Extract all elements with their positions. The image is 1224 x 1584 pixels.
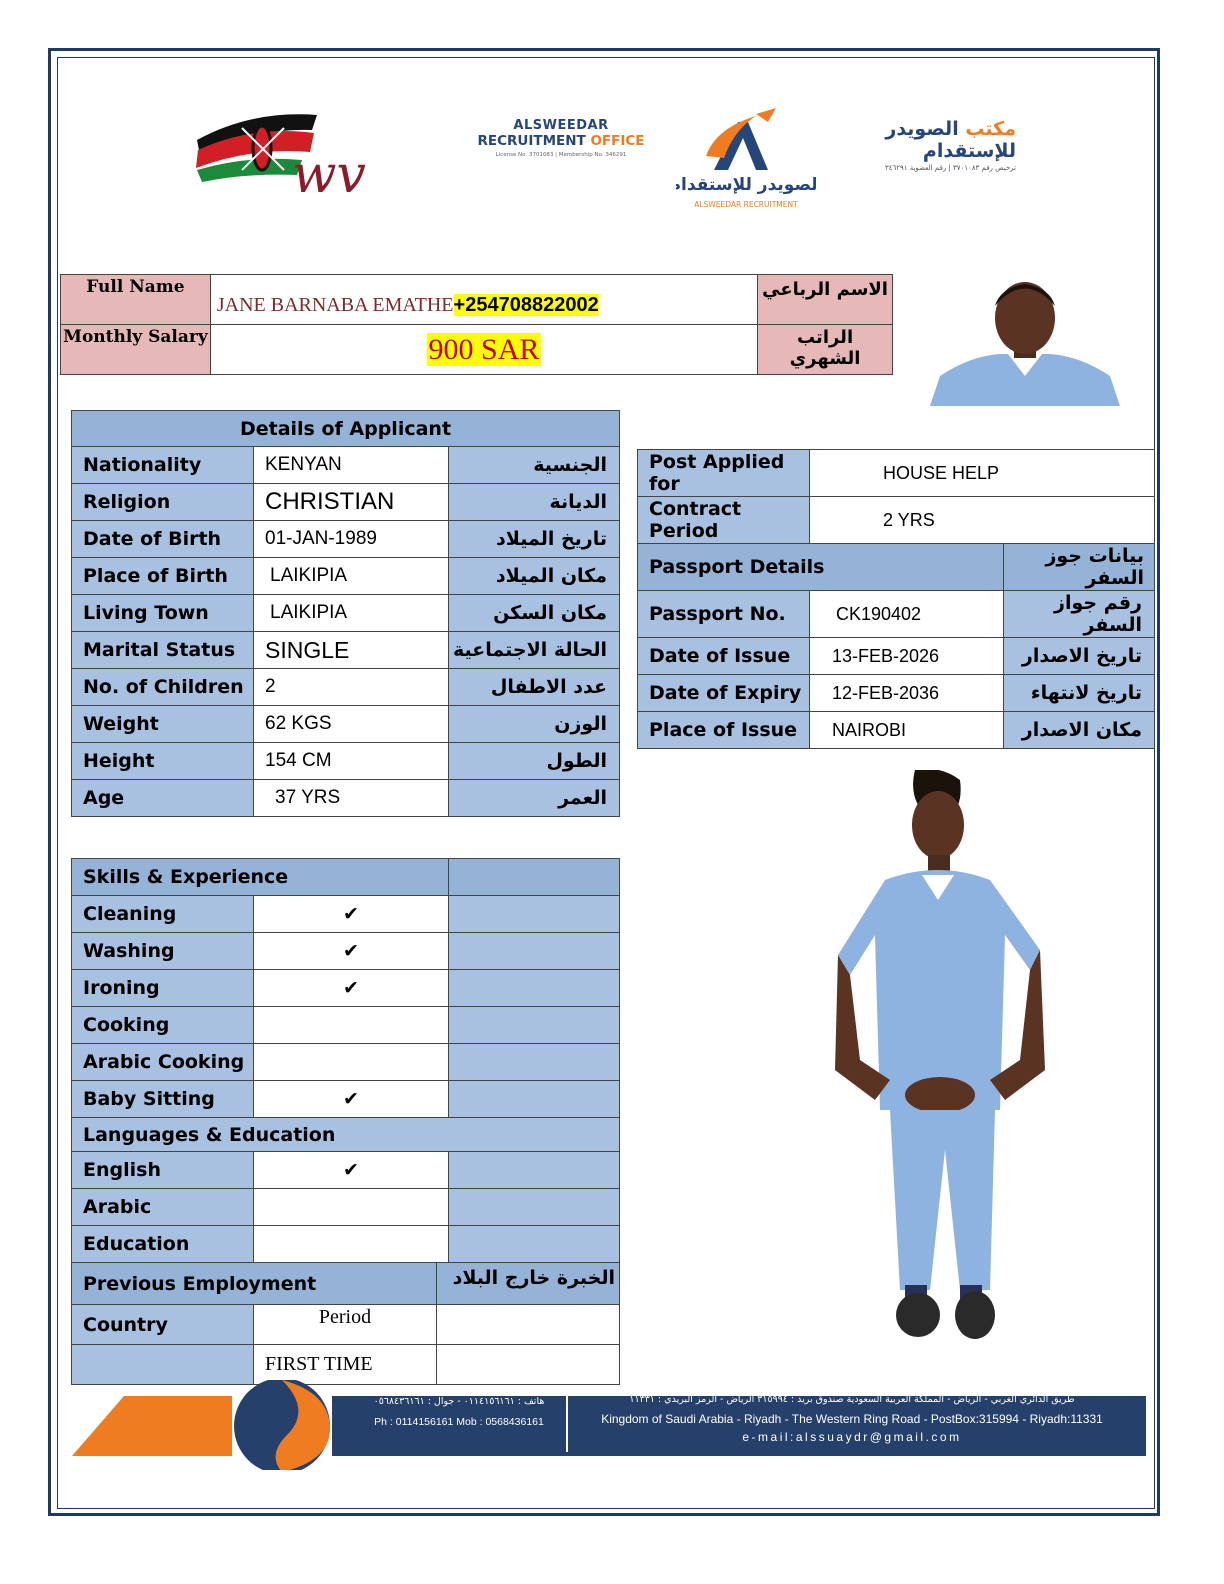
footer-phone-en: Ph : 0114156161 Mob : 0568436161 (374, 1416, 544, 1428)
details-label: Age (72, 780, 254, 817)
details-ar: عدد الاطفال (449, 669, 620, 706)
contract-period-value: 2 YRS (810, 497, 1155, 544)
language-extra (449, 1152, 620, 1189)
employment-title: Previous Employment (72, 1263, 437, 1305)
post-applied-value: HOUSE HELP (810, 450, 1155, 497)
office-logo-ar-license: ترخيص رقم ٣٧٠١٠٨٣ | رقم العضوية ٣٤٦٢٩١ (884, 164, 1016, 172)
skill-label: Baby Sitting (72, 1081, 254, 1118)
passport-ar: مكان الاصدار (1004, 712, 1155, 749)
passport-label: Place of Issue (638, 712, 810, 749)
office-logo-ar-title: مكتب الصويدر للإستقدام (885, 118, 1016, 162)
alsweedar-a-logo (676, 108, 816, 214)
details-ar: الديانة (449, 484, 620, 521)
details-value: 2 (254, 669, 449, 706)
passport-details-ar: بيانات جوز السفر (1004, 544, 1155, 591)
skill-extra (449, 896, 620, 933)
details-value: SINGLE (254, 632, 449, 669)
details-label: No. of Children (72, 669, 254, 706)
details-title: Details of Applicant (72, 411, 620, 447)
period-label: Period (254, 1305, 437, 1345)
language-label: English (72, 1152, 254, 1189)
skill-extra (449, 970, 620, 1007)
passport-value: CK190402 (810, 591, 1004, 638)
monthly-salary-label: Monthly Salary (61, 325, 211, 375)
details-ar: الحالة الاجتماعية (449, 632, 620, 669)
monthly-salary-ar-label: الراتب الشهري (758, 325, 893, 375)
passport-details-title: Passport Details (638, 544, 1004, 591)
skill-check: ✔ (254, 970, 449, 1007)
footer-banner (72, 1392, 1146, 1472)
passport-value: NAIROBI (810, 712, 1004, 749)
language-check (254, 1226, 449, 1263)
skill-extra (449, 1081, 620, 1118)
skill-check (254, 1007, 449, 1044)
details-label: Nationality (72, 447, 254, 484)
a-logo-english: ALSWEEDAR RECRUITMENT (694, 200, 798, 209)
language-extra (449, 1189, 620, 1226)
languages-title: Languages & Education (72, 1118, 620, 1152)
language-check (254, 1189, 449, 1226)
details-value: 154 CM (254, 743, 449, 780)
passport-label: Date of Expiry (638, 675, 810, 712)
skills-table (71, 858, 620, 1263)
details-ar: الوزن (449, 706, 620, 743)
employment-empty (437, 1345, 620, 1385)
skill-check: ✔ (254, 1081, 449, 1118)
details-label: Place of Birth (72, 558, 254, 595)
details-label: Date of Birth (72, 521, 254, 558)
skill-check (254, 1044, 449, 1081)
contract-period-label: Contract Period (638, 497, 810, 544)
details-ar: الطول (449, 743, 620, 780)
employment-empty (437, 1305, 620, 1345)
office-logo-en (476, 118, 646, 178)
details-table (71, 410, 620, 817)
skill-check: ✔ (254, 896, 449, 933)
kenya-flag-logo (192, 100, 402, 200)
details-value: KENYAN (254, 447, 449, 484)
passport-ar: تاريخ لانتهاء (1004, 675, 1155, 712)
kenya-logo-text: wv (292, 145, 366, 200)
country-label: Country (72, 1305, 254, 1345)
full-name-text: JANE BARNABA EMATHE (216, 293, 454, 316)
skill-check: ✔ (254, 933, 449, 970)
skill-label: Washing (72, 933, 254, 970)
skill-extra (449, 1044, 620, 1081)
language-check: ✔ (254, 1152, 449, 1189)
footer-address-en: Kingdom of Saudi Arabia - Riyadh - The Western Ring Road - PostBox:315994 - Riyadh:11331 (601, 1412, 1103, 1426)
details-value: CHRISTIAN (254, 484, 449, 521)
office-logo-line1: ALSWEEDAR (513, 118, 609, 133)
full-name-value (210, 275, 757, 325)
passport-label: Passport No. (638, 591, 810, 638)
details-label: Living Town (72, 595, 254, 632)
details-value: LAIKIPIA (254, 595, 449, 632)
skill-label: Arabic Cooking (72, 1044, 254, 1081)
details-value: LAIKIPIA (254, 558, 449, 595)
skill-label: Cleaning (72, 896, 254, 933)
details-ar: تاريخ الميلاد (449, 521, 620, 558)
skills-title-empty (449, 859, 620, 896)
passport-value: 13-FEB-2026 (810, 638, 1004, 675)
language-extra (449, 1226, 620, 1263)
passport-ar: رقم جواز السفر (1004, 591, 1155, 638)
office-logo-ar (826, 118, 1016, 172)
headshot-photo (930, 276, 1120, 406)
monthly-salary-value: 900 SAR (428, 332, 540, 366)
full-body-photo (830, 770, 1050, 1345)
language-label: Arabic (72, 1189, 254, 1226)
details-ar: مكان الميلاد (449, 558, 620, 595)
skills-title: Skills & Experience (72, 859, 449, 896)
phone-number: +254708822002 (453, 293, 599, 316)
name-salary-table (60, 274, 893, 375)
footer-email[interactable]: e-mail:alssuaydr@gmail.com (742, 1430, 962, 1444)
details-label: Marital Status (72, 632, 254, 669)
skill-extra (449, 933, 620, 970)
skill-extra (449, 1007, 620, 1044)
office-logo-license: License No. 3701083 | Membership No. 346291 (495, 152, 627, 158)
footer-phone-ar: هاتف : ٠١١٤١٥٦١٦١ - جوال : ٠٥٦٨٤٣٦١٦١ (373, 1396, 545, 1407)
skill-label: Ironing (72, 970, 254, 1007)
details-ar: مكان السكن (449, 595, 620, 632)
details-value: 62 KGS (254, 706, 449, 743)
post-applied-label: Post Applied for (638, 450, 810, 497)
footer-divider (566, 1392, 568, 1452)
details-ar: الجنسية (449, 447, 620, 484)
full-name-ar-label: الاسم الرباعي (758, 275, 893, 325)
employment-title-ar: الخبرة خارج البلاد (437, 1263, 620, 1305)
country-value (72, 1345, 254, 1385)
passport-value: 12-FEB-2036 (810, 675, 1004, 712)
footer-address-ar: طريق الدائري الغربي - الرياض - المملكة العربية السعودية صندوق بريد : ٣١٥٩٩٤ الرياض - الرمز البريدي : ١١٣٣١ (629, 1394, 1075, 1405)
full-name-label: Full Name (61, 275, 211, 325)
details-value: 37 YRS (254, 780, 449, 817)
passport-label: Date of Issue (638, 638, 810, 675)
employment-table (71, 1262, 620, 1385)
language-label: Education (72, 1226, 254, 1263)
passport-ar: تاريخ الاصدار (1004, 638, 1155, 675)
details-value: 01-JAN-1989 (254, 521, 449, 558)
monthly-salary-cell (210, 325, 757, 375)
a-logo-arabic: الصويدر للإستقدام (676, 175, 816, 195)
office-logo-line2: RECRUITMENT OFFICE (477, 133, 645, 149)
details-label: Height (72, 743, 254, 780)
skill-label: Cooking (72, 1007, 254, 1044)
details-ar: العمر (449, 780, 620, 817)
period-value: FIRST TIME (254, 1345, 437, 1385)
passport-table (637, 449, 1155, 749)
details-label: Weight (72, 706, 254, 743)
details-label: Religion (72, 484, 254, 521)
